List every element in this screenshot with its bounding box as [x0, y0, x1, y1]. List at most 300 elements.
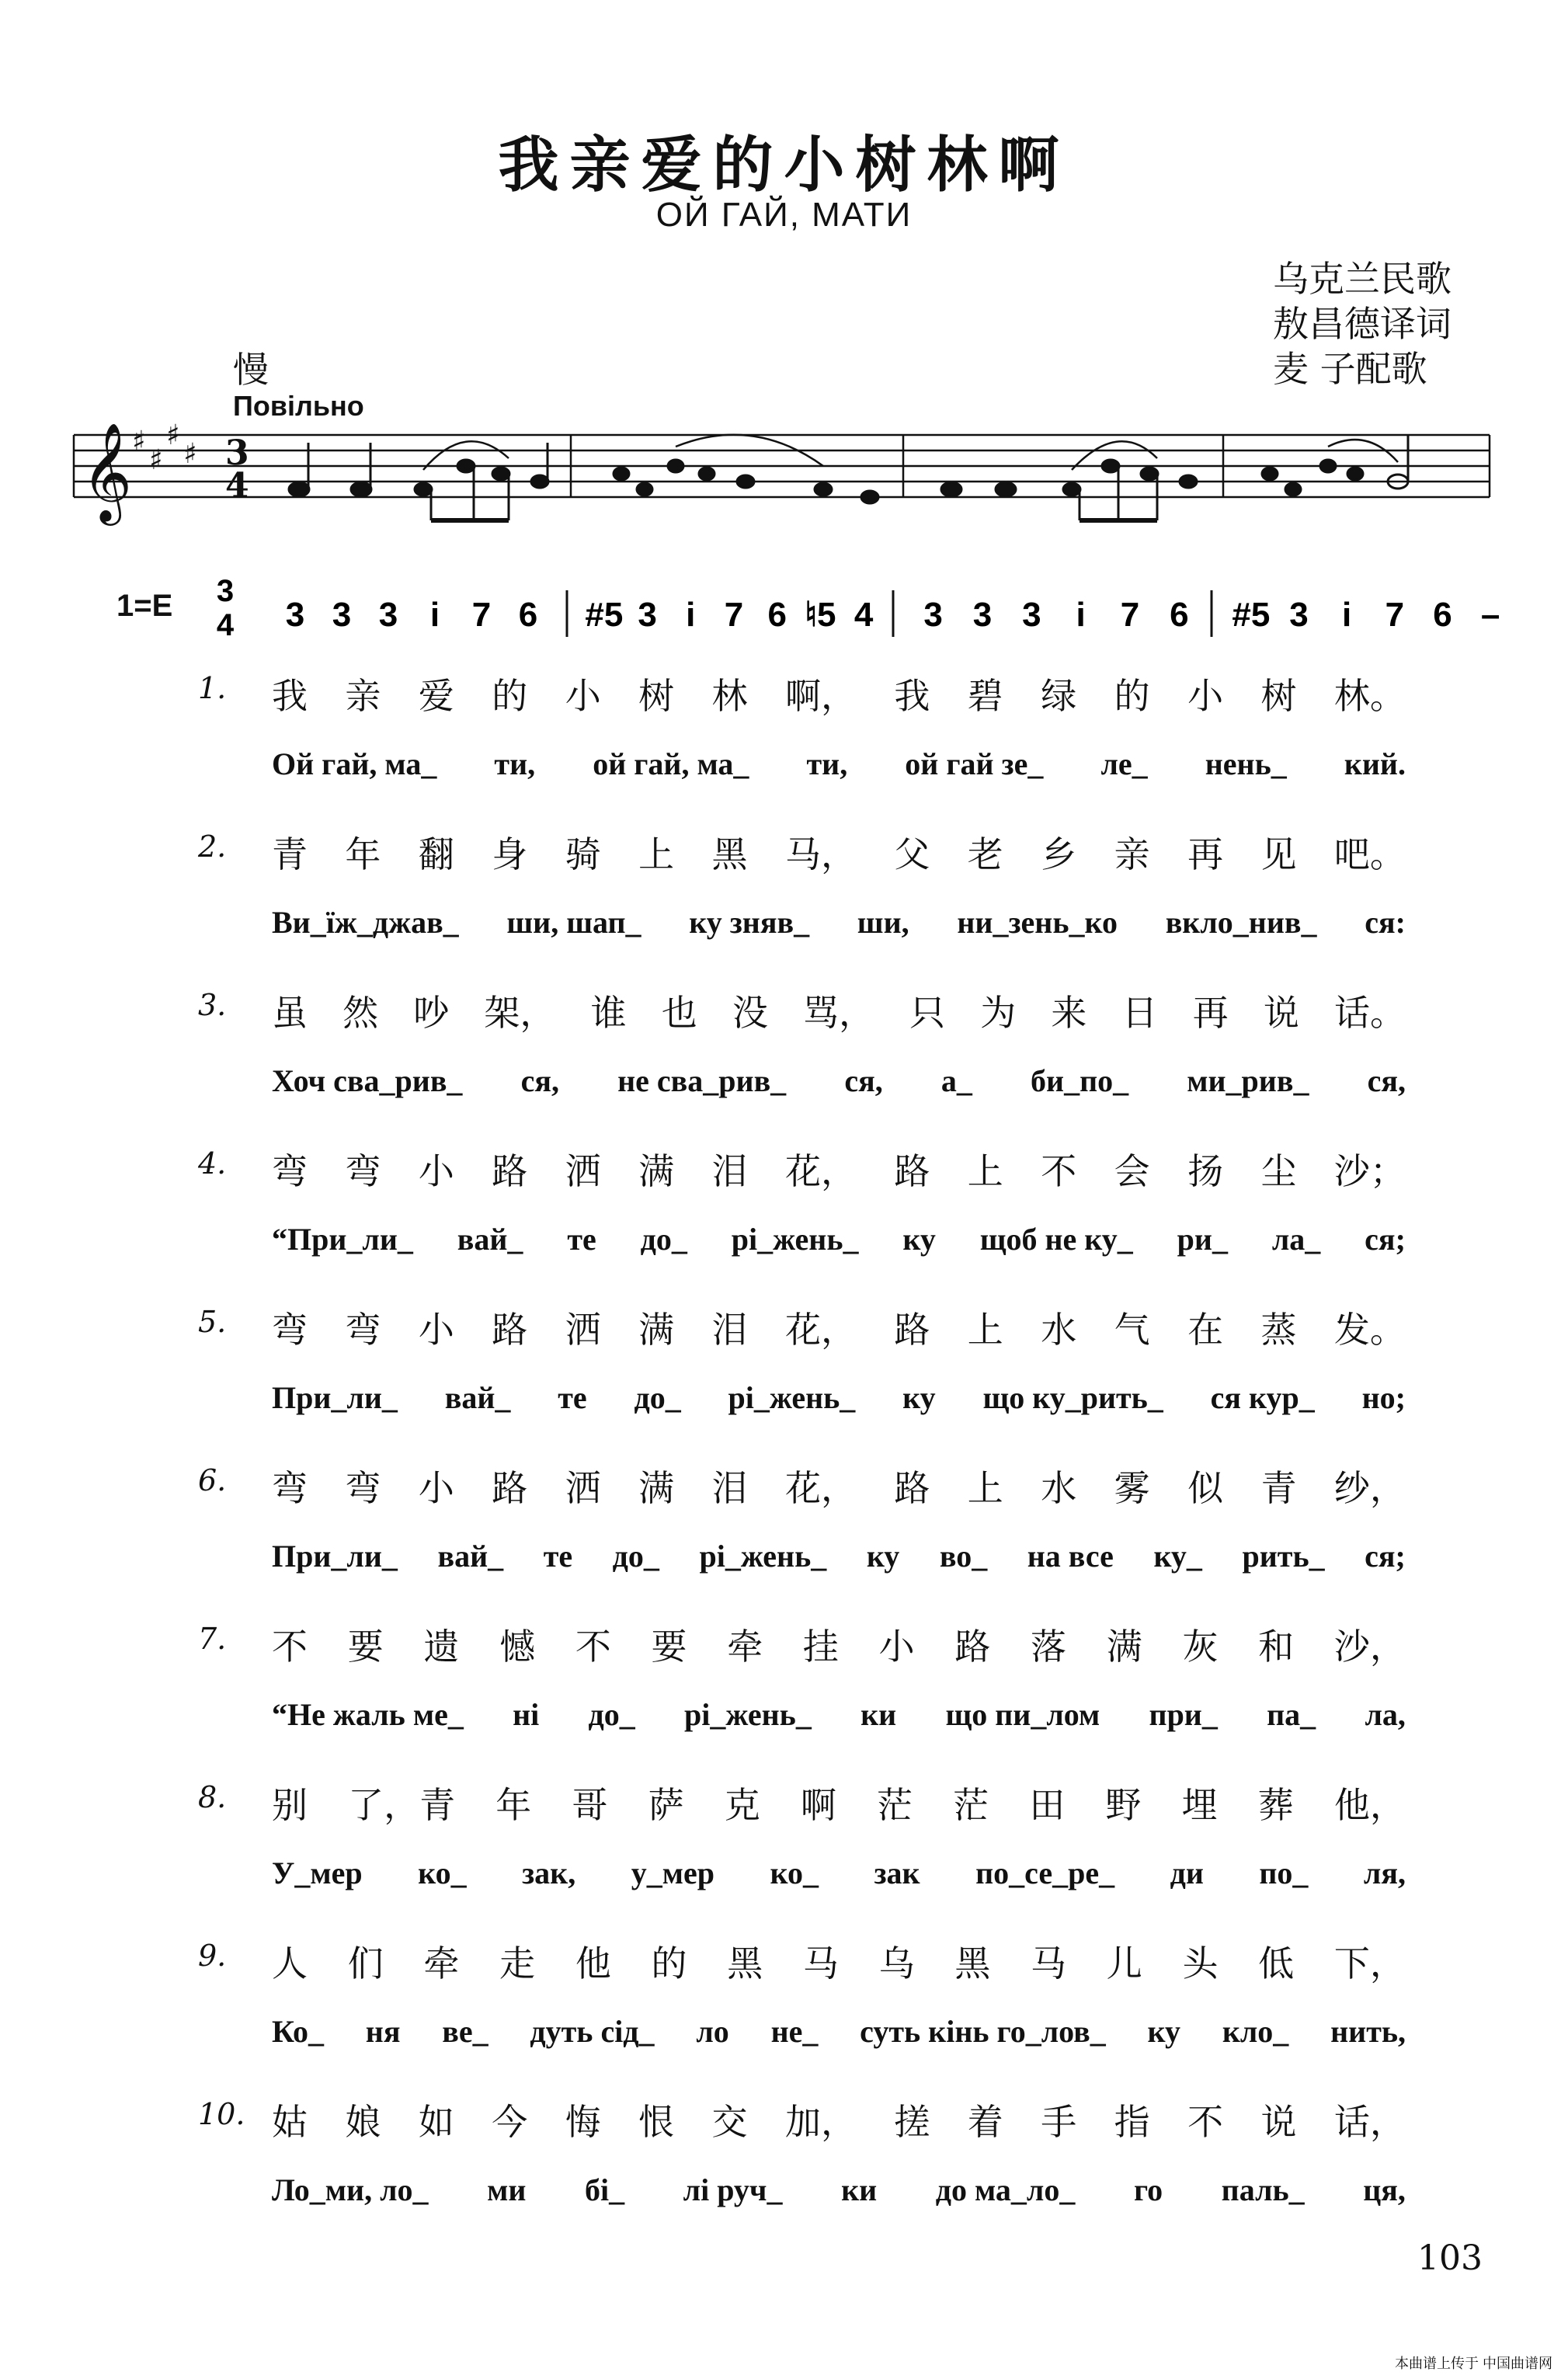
- lyric-syllable: ся кур_: [1210, 1380, 1315, 1415]
- lyric-syllable: 树: [638, 675, 675, 717]
- staff-notes: [289, 435, 1408, 520]
- chinese-lyric-line: [272, 1936, 1406, 1987]
- lyric-syllable: 满: [638, 1309, 675, 1351]
- lyric-syllable: го: [1133, 2172, 1163, 2207]
- lyric-syllable: 黑: [711, 833, 748, 875]
- lyric-syllable: 路: [894, 1467, 930, 1509]
- verse-number: 3.: [198, 988, 227, 1022]
- credit-translator: 敖昌德译词: [1273, 303, 1452, 345]
- chinese-lyric-line: [272, 1619, 1406, 1670]
- lyric-syllable: 路: [954, 1626, 991, 1668]
- ukrainian-lyric-line: [272, 2172, 1406, 2208]
- lyric-syllable: 再: [1187, 833, 1224, 875]
- lyric-syllable: не_: [770, 2014, 819, 2049]
- jianpu-line: [116, 575, 1514, 652]
- lyric-syllable: 骑: [565, 833, 601, 875]
- lyric-syllable: до ма_ло_: [935, 2172, 1076, 2207]
- lyric-syllable: ку: [902, 1380, 936, 1415]
- lyric-syllable: ня: [365, 2014, 401, 2049]
- lyric-syllable: 林: [711, 675, 748, 717]
- lyric-syllable: 了，青: [348, 1784, 456, 1826]
- lyric-syllable: 上: [638, 833, 675, 875]
- lyric-syllable: 葬: [1257, 1784, 1294, 1826]
- lyric-syllable: 弯: [272, 1309, 308, 1351]
- lyric-syllable: 弯: [345, 1309, 381, 1351]
- lyric-syllable: 话。: [1333, 992, 1406, 1034]
- lyric-syllable: 泪: [711, 1309, 748, 1351]
- lyric-syllable: 洒: [565, 1467, 601, 1509]
- lyric-syllable: до_: [588, 1697, 635, 1732]
- lyric-syllable: 亲: [1114, 833, 1150, 875]
- verse: [198, 1460, 1413, 1619]
- jianpu-note: 6: [518, 596, 538, 634]
- lyric-syllable: 满: [638, 1150, 675, 1192]
- lyric-syllable: 我: [272, 675, 308, 717]
- lyric-syllable: те: [558, 1380, 587, 1415]
- lyric-syllable: 日: [1121, 992, 1158, 1034]
- lyric-syllable: 路: [492, 1309, 528, 1351]
- lyric-syllable: до_: [634, 1380, 681, 1415]
- lyric-syllable: 纱，: [1333, 1467, 1406, 1509]
- lyric-syllable: 要: [651, 1626, 687, 1668]
- lyric-syllable: 水: [1041, 1467, 1077, 1509]
- jianpu-note: 3: [923, 596, 943, 634]
- svg-text:♯: ♯: [132, 426, 146, 457]
- verse-number: 10.: [198, 2097, 245, 2131]
- lyric-syllable: 们: [347, 1943, 384, 1984]
- lyric-syllable: 小: [565, 675, 601, 717]
- chinese-lyric-line: [272, 1777, 1406, 1828]
- lyric-syllable: Ло_ми, ло_: [272, 2172, 429, 2207]
- svg-text:♯: ♯: [149, 444, 163, 476]
- staff-slurs: [423, 435, 1398, 470]
- lyric-syllable: кий.: [1344, 746, 1406, 781]
- chinese-lyric-line: [272, 668, 1406, 719]
- music-staff: [0, 419, 1568, 544]
- lyric-syllable: нить,: [1330, 2014, 1406, 2049]
- lyric-syllable: по_: [1259, 1856, 1309, 1890]
- lyric-syllable: “При_ли_: [272, 1222, 413, 1257]
- lyric-syllable: Ой гай, ма_: [272, 746, 437, 781]
- lyric-syllable: суть кінь го_лов_: [860, 2014, 1106, 2049]
- lyric-syllable: нень_: [1205, 746, 1287, 781]
- lyric-syllable: ди: [1170, 1856, 1204, 1890]
- lyric-syllable: 吧。: [1333, 833, 1406, 875]
- svg-text:♯: ♯: [183, 438, 197, 470]
- lyric-syllable: рі_жень_: [699, 1539, 827, 1574]
- verse: [198, 985, 1413, 1143]
- song-title: 我亲爱的小树林啊: [498, 130, 1070, 200]
- lyric-syllable: до_: [612, 1539, 659, 1574]
- lyric-syllable: 满: [638, 1467, 675, 1509]
- verse: [198, 1302, 1413, 1460]
- lyric-syllable: 搓: [894, 2101, 930, 2143]
- lyric-syllable: 翻: [418, 833, 454, 875]
- lyric-syllable: 蒸: [1260, 1309, 1297, 1351]
- lyric-syllable: 弯: [272, 1150, 308, 1192]
- lyric-syllable: ні: [513, 1697, 540, 1732]
- lyric-syllable: 在: [1187, 1309, 1224, 1351]
- lyric-syllable: 架，: [484, 992, 556, 1034]
- verse-number: 7.: [198, 1622, 227, 1656]
- jianpu-note: i: [429, 596, 440, 634]
- lyric-syllable: 树: [1260, 675, 1297, 717]
- lyric-syllable: не сва_рив_: [617, 1063, 787, 1098]
- lyric-syllable: 路: [492, 1467, 528, 1509]
- lyric-syllable: 别: [272, 1784, 308, 1826]
- lyric-syllable: 马，: [784, 833, 857, 875]
- lyric-syllable: 要: [347, 1626, 384, 1668]
- jianpu-note: i: [1342, 596, 1352, 634]
- verse: [198, 826, 1413, 985]
- lyric-syllable: 为: [980, 992, 1017, 1034]
- lyric-syllable: 不: [1187, 2101, 1224, 2143]
- lyric-syllable: рі_жень_: [731, 1222, 859, 1257]
- ukrainian-lyric-line: [272, 1379, 1406, 1416]
- svg-text:3: 3: [225, 433, 249, 473]
- chinese-lyric-line: [272, 985, 1406, 1036]
- lyric-syllable: 上: [967, 1309, 1003, 1351]
- lyric-syllable: 悔: [565, 2101, 601, 2143]
- lyric-syllable: 娘: [345, 2101, 381, 2143]
- lyric-syllable: 头: [1182, 1943, 1219, 1984]
- ukrainian-lyric-line: [272, 2013, 1406, 2050]
- ukrainian-lyric-line: [272, 1063, 1406, 1099]
- lyric-syllable: ши, шап_: [506, 905, 641, 940]
- lyric-syllable: 发。: [1333, 1309, 1406, 1351]
- jianpu-note: 4: [854, 596, 874, 634]
- lyric-syllable: 来: [1051, 992, 1087, 1034]
- lyric-syllable: 今: [492, 2101, 528, 2143]
- jianpu-note: i: [1076, 596, 1086, 634]
- lyric-syllable: 弯: [345, 1467, 381, 1509]
- ukrainian-lyric-line: [272, 1538, 1406, 1574]
- lyric-syllable: щоб не ку_: [979, 1222, 1133, 1257]
- lyric-syllable: 爱: [418, 675, 454, 717]
- lyric-syllable: 满: [1106, 1626, 1142, 1668]
- lyric-syllable: вай_: [444, 1380, 511, 1415]
- lyric-syllable: 水: [1041, 1309, 1077, 1351]
- lyric-syllable: 然: [342, 992, 379, 1034]
- verse-number: 8.: [198, 1780, 227, 1814]
- lyric-syllable: 上: [967, 1467, 1003, 1509]
- lyric-syllable: рі_жень_: [684, 1697, 812, 1732]
- lyric-syllable: вай_: [457, 1222, 523, 1257]
- svg-text:4: 4: [225, 466, 249, 506]
- jianpu-note: 7: [724, 596, 744, 634]
- lyric-syllable: 只: [909, 992, 946, 1034]
- lyric-syllable: 小: [418, 1467, 454, 1509]
- lyric-syllable: 绿: [1041, 675, 1077, 717]
- lyric-syllable: 小: [1187, 675, 1224, 717]
- time-bottom: 4: [216, 608, 235, 642]
- chinese-lyric-line: [272, 826, 1406, 878]
- lyric-syllable: 会: [1114, 1150, 1150, 1192]
- lyric-syllable: 的: [492, 675, 528, 717]
- credit-origin: 乌克兰民歌: [1273, 258, 1452, 300]
- lyric-syllable: ой гай зе_: [905, 746, 1044, 781]
- lyric-syllable: 乌: [878, 1943, 915, 1984]
- time-signature: [225, 433, 249, 506]
- lyric-syllable: 花，: [784, 1309, 857, 1351]
- lyric-syllable: 说: [1260, 2101, 1297, 2143]
- lyric-syllable: ку: [1147, 2014, 1181, 2049]
- lyric-syllable: 指: [1114, 2101, 1150, 2143]
- lyric-syllable: ся,: [520, 1063, 559, 1098]
- song-subtitle: ОЙ ГАЙ, МАТИ: [655, 196, 913, 234]
- lyric-syllable: ця,: [1363, 2172, 1406, 2207]
- lyric-syllable: 野: [1105, 1784, 1142, 1826]
- lyric-syllable: 低: [1258, 1943, 1295, 1984]
- lyric-syllable: При_ли_: [272, 1380, 398, 1415]
- lyric-syllable: 着: [967, 2101, 1003, 2143]
- lyric-syllable: При_ли_: [272, 1539, 398, 1574]
- lyric-syllable: 路: [894, 1309, 930, 1351]
- lyric-syllable: ки: [860, 1697, 897, 1732]
- key-signature-sharps: [132, 419, 196, 476]
- jianpu-note: 7: [1120, 596, 1140, 634]
- lyric-syllable: 啊，: [784, 675, 857, 717]
- lyric-syllable: Ко_: [272, 2014, 325, 2049]
- lyric-syllable: ла_: [1271, 1222, 1321, 1257]
- lyric-syllable: Хоч сва_рив_: [272, 1063, 463, 1098]
- lyric-syllable: У_мер: [272, 1856, 363, 1890]
- lyric-syllable: 谁: [590, 992, 627, 1034]
- lyric-syllable: 的: [651, 1943, 687, 1984]
- jianpu-note: 3: [1022, 596, 1041, 634]
- tempo-chinese: 慢: [233, 349, 269, 391]
- lyric-syllable: 遗: [423, 1626, 460, 1668]
- verse: [198, 1777, 1413, 1936]
- lyric-syllable: 林。: [1333, 675, 1406, 717]
- verse: [198, 1619, 1413, 1777]
- lyric-syllable: 埋: [1181, 1784, 1218, 1826]
- lyric-syllable: ки: [841, 2172, 878, 2207]
- lyric-syllable: ши,: [857, 905, 909, 940]
- lyric-syllable: 交: [711, 2101, 748, 2143]
- lyric-syllable: ку зняв_: [689, 905, 810, 940]
- tempo-ukrainian: Повільно: [233, 390, 364, 422]
- lyric-syllable: на все: [1027, 1539, 1114, 1574]
- lyric-syllable: ти,: [494, 746, 536, 781]
- page-number: 103: [1417, 2238, 1483, 2278]
- jianpu-note: 3: [332, 596, 352, 634]
- lyric-syllable: 他，: [1333, 1784, 1406, 1826]
- lyric-syllable: 骂，: [802, 992, 874, 1034]
- lyric-syllable: 加，: [784, 2101, 857, 2143]
- lyric-syllable: кло_: [1222, 2014, 1289, 2049]
- lyric-syllable: лі руч_: [683, 2172, 783, 2207]
- lyric-syllable: 尘: [1260, 1150, 1297, 1192]
- time-top: 3: [216, 575, 235, 608]
- lyric-syllable: 似: [1187, 1467, 1224, 1509]
- lyric-syllable: 走: [499, 1943, 536, 1984]
- lyric-syllable: 洒: [565, 1150, 601, 1192]
- lyric-syllable: що ку_рить_: [982, 1380, 1163, 1415]
- lyric-syllable: ни_зень_ко: [957, 905, 1118, 940]
- lyric-syllable: вкло_нив_: [1165, 905, 1317, 940]
- lyric-syllable: 茫: [953, 1784, 989, 1826]
- ukrainian-lyric-line: [272, 1221, 1406, 1257]
- lyric-syllable: 沙，: [1333, 1626, 1406, 1668]
- lyric-syllable: ти,: [806, 746, 848, 781]
- lyric-syllable: те: [567, 1222, 596, 1257]
- jianpu-note: 7: [471, 596, 492, 634]
- lyric-syllable: ся,: [844, 1063, 883, 1098]
- lyric-syllable: 青: [1260, 1467, 1297, 1509]
- lyric-syllable: 憾: [499, 1626, 536, 1668]
- lyric-syllable: би_по_: [1031, 1063, 1129, 1098]
- lyric-syllable: що пи_лом: [945, 1697, 1100, 1732]
- lyric-syllable: ся:: [1365, 905, 1406, 940]
- lyric-syllable: 虽: [272, 992, 308, 1034]
- ukrainian-lyric-line: [272, 904, 1406, 941]
- key-label: 1=E: [116, 589, 173, 623]
- lyric-syllable: “Не жаль ме_: [272, 1697, 464, 1732]
- lyric-syllable: 的: [1114, 675, 1150, 717]
- lyric-syllable: 雾: [1114, 1467, 1150, 1509]
- lyric-syllable: те: [543, 1539, 573, 1574]
- lyric-syllable: во_: [939, 1539, 988, 1574]
- lyric-syllable: ле_: [1100, 746, 1148, 781]
- verse-number: 9.: [198, 1939, 227, 1973]
- lyric-syllable: ля,: [1363, 1856, 1406, 1890]
- lyric-syllable: бі_: [584, 2172, 625, 2207]
- lyric-syllable: 话，: [1333, 2101, 1406, 2143]
- lyric-syllable: 姑: [272, 2101, 308, 2143]
- verse-number: 6.: [198, 1463, 227, 1497]
- lyric-syllable: 他: [575, 1943, 611, 1984]
- lyric-syllable: 老: [967, 833, 1003, 875]
- jianpu-note: 6: [767, 596, 787, 634]
- lyric-syllable: 乡: [1041, 833, 1077, 875]
- chinese-lyric-line: [272, 2094, 1406, 2145]
- lyric-syllable: ку_: [1153, 1539, 1202, 1574]
- lyric-syllable: Ви_їж_джав_: [272, 905, 459, 940]
- lyric-syllable: 黑: [727, 1943, 763, 1984]
- lyric-syllable: 不: [1041, 1150, 1077, 1192]
- lyric-syllable: 沙；: [1333, 1150, 1406, 1192]
- lyric-syllable: зак: [874, 1856, 920, 1890]
- treble-clef-icon: 𝄞: [82, 422, 133, 521]
- footer-watermark: 本曲谱上传于 中国曲谱网: [1395, 2356, 1552, 2371]
- ukrainian-lyric-line: [272, 1696, 1406, 1733]
- jianpu-note: i: [686, 596, 696, 634]
- verse-number: 4.: [198, 1146, 227, 1181]
- lyric-syllable: 泪: [711, 1467, 748, 1509]
- jianpu-note: 3: [285, 596, 305, 634]
- lyric-syllable: ку: [902, 1222, 936, 1257]
- jianpu-note: 6: [1170, 596, 1189, 634]
- lyric-syllable: 弯: [345, 1150, 381, 1192]
- lyric-syllable: 马: [1031, 1943, 1067, 1984]
- lyric-syllable: 碧: [967, 675, 1003, 717]
- lyric-syllable: ой гай, ма_: [593, 746, 749, 781]
- lyric-syllable: 洒: [565, 1309, 601, 1351]
- lyric-syllable: 黑: [954, 1943, 991, 1984]
- lyric-syllable: 和: [1258, 1626, 1295, 1668]
- lyric-syllable: ся,: [1367, 1063, 1406, 1098]
- verse: [198, 668, 1413, 826]
- jianpu-note: #5: [1232, 596, 1271, 634]
- lyric-syllable: 年: [495, 1784, 532, 1826]
- ukrainian-lyric-line: [272, 746, 1406, 782]
- lyric-syllable: 父: [894, 833, 930, 875]
- lyric-syllable: 灰: [1182, 1626, 1219, 1668]
- lyric-syllable: при_: [1149, 1697, 1218, 1732]
- lyric-syllable: рі_жень_: [728, 1380, 856, 1415]
- lyric-syllable: 小: [418, 1309, 454, 1351]
- lyric-syllable: 牵: [727, 1626, 763, 1668]
- lyric-syllable: дуть сід_: [530, 2014, 655, 2049]
- lyric-syllable: 身: [492, 833, 528, 875]
- lyric-syllable: 小: [878, 1626, 915, 1668]
- lyric-syllable: ся;: [1365, 1222, 1406, 1257]
- verse: [198, 1936, 1413, 2094]
- credits: [1273, 256, 1452, 391]
- lyric-syllable: 小: [418, 1150, 454, 1192]
- lyric-syllable: 儿: [1106, 1943, 1142, 1984]
- lyric-syllable: по_се_ре_: [975, 1856, 1115, 1890]
- lyric-syllable: 路: [492, 1150, 528, 1192]
- lyric-syllable: 牵: [423, 1943, 460, 1984]
- lyric-syllable: 不: [272, 1626, 308, 1668]
- lyric-syllable: 见: [1260, 833, 1297, 875]
- jianpu-note: –: [1480, 596, 1500, 634]
- lyric-syllable: зак,: [522, 1856, 576, 1890]
- lyric-syllable: 花，: [784, 1150, 857, 1192]
- lyric-syllable: ри_: [1177, 1222, 1228, 1257]
- lyric-syllable: 气: [1114, 1309, 1150, 1351]
- lyric-syllable: 如: [418, 2101, 454, 2143]
- lyric-syllable: 青: [272, 833, 308, 875]
- lyric-syllable: 泪: [711, 1150, 748, 1192]
- jianpu-notation: [116, 575, 1514, 652]
- jianpu-note: 3: [638, 596, 657, 634]
- lyric-syllable: 吵: [413, 992, 450, 1034]
- lyric-syllable: 落: [1031, 1626, 1067, 1668]
- lyric-syllable: 上: [967, 1150, 1003, 1192]
- lyric-syllable: 弯: [272, 1467, 308, 1509]
- lyric-syllable: 萨: [648, 1784, 684, 1826]
- lyric-syllable: 马: [802, 1943, 839, 1984]
- lyric-syllable: 挂: [802, 1626, 839, 1668]
- lyric-syllable: па_: [1267, 1697, 1316, 1732]
- lyrics: [198, 668, 1413, 2252]
- ukrainian-lyric-line: [272, 1855, 1406, 1891]
- jianpu-note: ♮5: [805, 596, 836, 634]
- lyric-syllable: 花，: [784, 1467, 857, 1509]
- lyric-syllable: ку: [866, 1539, 900, 1574]
- credit-arranger: 麦 子配歌: [1273, 348, 1427, 390]
- lyric-syllable: ве_: [442, 2014, 488, 2049]
- lyric-syllable: 恨: [638, 2101, 675, 2143]
- lyric-syllable: ла,: [1365, 1697, 1406, 1732]
- lyric-syllable: ся;: [1365, 1539, 1406, 1574]
- jianpu-note: 6: [1433, 596, 1452, 634]
- lyric-syllable: 人: [272, 1943, 308, 1984]
- chinese-lyric-line: [272, 1460, 1406, 1511]
- lyric-syllable: но;: [1361, 1380, 1406, 1415]
- lyric-syllable: паль_: [1221, 2172, 1305, 2207]
- lyric-syllable: ми_рив_: [1187, 1063, 1309, 1098]
- verse: [198, 2094, 1413, 2252]
- lyric-syllable: 手: [1041, 2101, 1077, 2143]
- jianpu-note: #5: [585, 596, 624, 634]
- lyric-syllable: 下，: [1333, 1943, 1406, 1984]
- lyric-syllable: 啊: [800, 1784, 836, 1826]
- lyric-syllable: 说: [1263, 992, 1299, 1034]
